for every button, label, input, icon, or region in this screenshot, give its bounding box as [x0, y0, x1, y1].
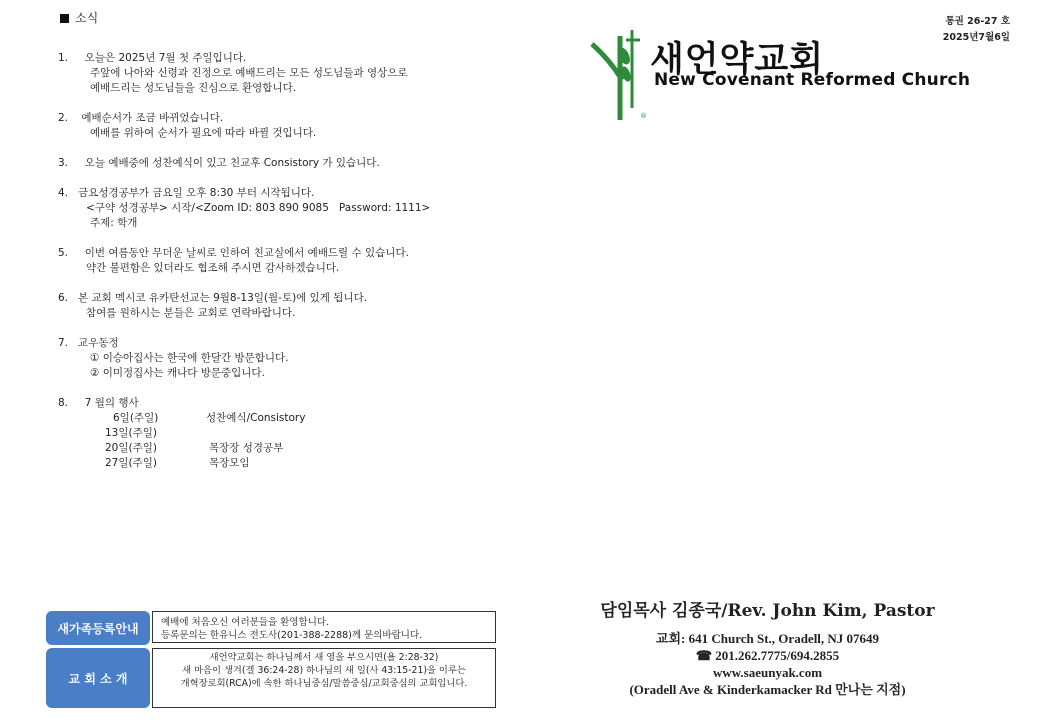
schedule-event: 성찬예식/Consistory	[206, 412, 306, 424]
issue-volume: 통권 26-27 호	[945, 16, 1010, 27]
church-contact	[520, 630, 1015, 698]
issue-date: 2025년7월6일	[942, 32, 1010, 43]
church-intro-button[interactable]: 교 회 소 개	[46, 648, 150, 708]
news-item-7	[58, 336, 508, 381]
square-bullet-icon	[60, 14, 69, 23]
svg-text:®: ®	[640, 112, 647, 120]
pastor-name: 담임목사 김종국/Rev. John Kim, Pastor	[600, 601, 935, 621]
intro-line: 새 마음이 생겨(겔 36:24-28) 하나님의 새 일(사 43:15-21)을 이루는	[182, 665, 466, 676]
section-title: 소식	[75, 11, 99, 25]
news-number: 8.	[58, 397, 69, 409]
news-line: 오늘은 2025년 7월 첫 주일입니다.	[84, 52, 247, 64]
intro-line: 새언약교회는 하나님께서 새 영을 부으시면(욜 2:28-32)	[209, 652, 439, 663]
section-header	[60, 9, 98, 26]
newcomer-line: 등록문의는 한유니스 전도사(201-388-2288)께 문의바랍니다.	[161, 630, 423, 641]
news-line: 약간 불편함은 있더라도 협조해 주시면 감사하겠습니다.	[86, 262, 340, 274]
news-line: <구약 성경공부> 시작/<Zoom ID: 803 890 9085 Password: 1111>	[86, 202, 431, 214]
logo-english-name: New Covenant Reformed Church	[654, 70, 971, 90]
news-list	[58, 51, 508, 486]
news-number: 1.	[58, 52, 69, 64]
news-line: 본 교회 멕시코 유카탄선교는 9월8-13일(월-토)에 있게 됩니다.	[78, 292, 368, 304]
news-number: 3.	[58, 157, 69, 169]
newcomer-info-box	[152, 611, 496, 643]
news-item-6	[58, 291, 508, 321]
schedule-title: 7 월의 행사	[84, 397, 139, 409]
schedule-row	[58, 456, 508, 471]
schedule-date: 27일(주일)	[105, 457, 157, 469]
newcomer-line: 예배에 처음오신 여러분들을 환영합니다.	[161, 617, 330, 628]
schedule-date: 6일(주일)	[113, 412, 159, 424]
news-line: 예배순서가 조금 바뀌었습니다.	[81, 112, 224, 124]
church-website[interactable]: www.saeunyak.com	[712, 665, 823, 680]
church-intro-box	[152, 648, 496, 708]
schedule-row	[58, 426, 508, 441]
right-page	[520, 0, 1040, 720]
news-line: 오늘 예배중에 성찬예식이 있고 친교후 Consistory 가 있습니다.	[84, 157, 380, 169]
news-line: 교우동정	[78, 337, 119, 349]
news-item-4	[58, 186, 508, 231]
newcomer-button[interactable]: 새가족등록안내	[46, 611, 150, 645]
schedule-event: 목장모임	[209, 457, 250, 469]
schedule-row	[58, 441, 508, 456]
news-line: ① 이승아집사는 한국에 한달간 방문합니다.	[90, 352, 289, 364]
news-number: 6.	[58, 292, 69, 304]
church-address: 교회: 641 Church St., Oradell, NJ 07649	[655, 631, 880, 646]
schedule-date: 20일(주일)	[105, 442, 157, 454]
news-item-1	[58, 51, 508, 96]
church-directions: (Oradell Ave & Kinderkamacker Rd 만나는 지점)	[629, 682, 906, 697]
news-number: 5.	[58, 247, 69, 259]
news-line: 이번 여름동안 무더운 날씨로 인하여 친교실에서 예배드릴 수 있습니다.	[84, 247, 409, 259]
news-number: 2.	[58, 112, 69, 124]
news-line: 주제: 학개	[90, 217, 138, 229]
news-line: 예배드리는 성도님들을 진심으로 환영합니다.	[90, 82, 297, 94]
news-line: 참여를 원하시는 분들은 교회로 연락바랍니다.	[86, 307, 296, 319]
logo-korean-name: 새언약교회	[650, 40, 825, 80]
news-line: 금요성경공부가 금요일 오후 8:30 부터 시작됩니다.	[78, 187, 315, 199]
news-number: 4.	[58, 187, 69, 199]
news-item-2	[58, 111, 508, 141]
church-phone: ☎ 201.262.7775/694.2855	[695, 648, 840, 663]
intro-line: 개혁장로회(RCA)에 속한 하나님중심/말씀중심/교회중심의 교회입니다.	[180, 678, 468, 689]
schedule-event: 목장장 성경공부	[209, 442, 284, 454]
news-line: ② 이미정집사는 캐나다 방문중입니다.	[90, 367, 265, 379]
news-item-8-schedule	[58, 396, 508, 471]
news-item-5	[58, 246, 508, 276]
schedule-date: 13일(주일)	[105, 427, 157, 439]
news-line: 주앞에 나아와 신령과 진정으로 예배드리는 모든 성도님들과 영상으로	[90, 67, 408, 79]
news-item-3	[58, 156, 508, 171]
schedule-row	[58, 411, 508, 426]
news-number: 7.	[58, 337, 69, 349]
news-line: 예배를 위하여 순서가 필요에 따라 바뀔 것입니다.	[90, 127, 317, 139]
